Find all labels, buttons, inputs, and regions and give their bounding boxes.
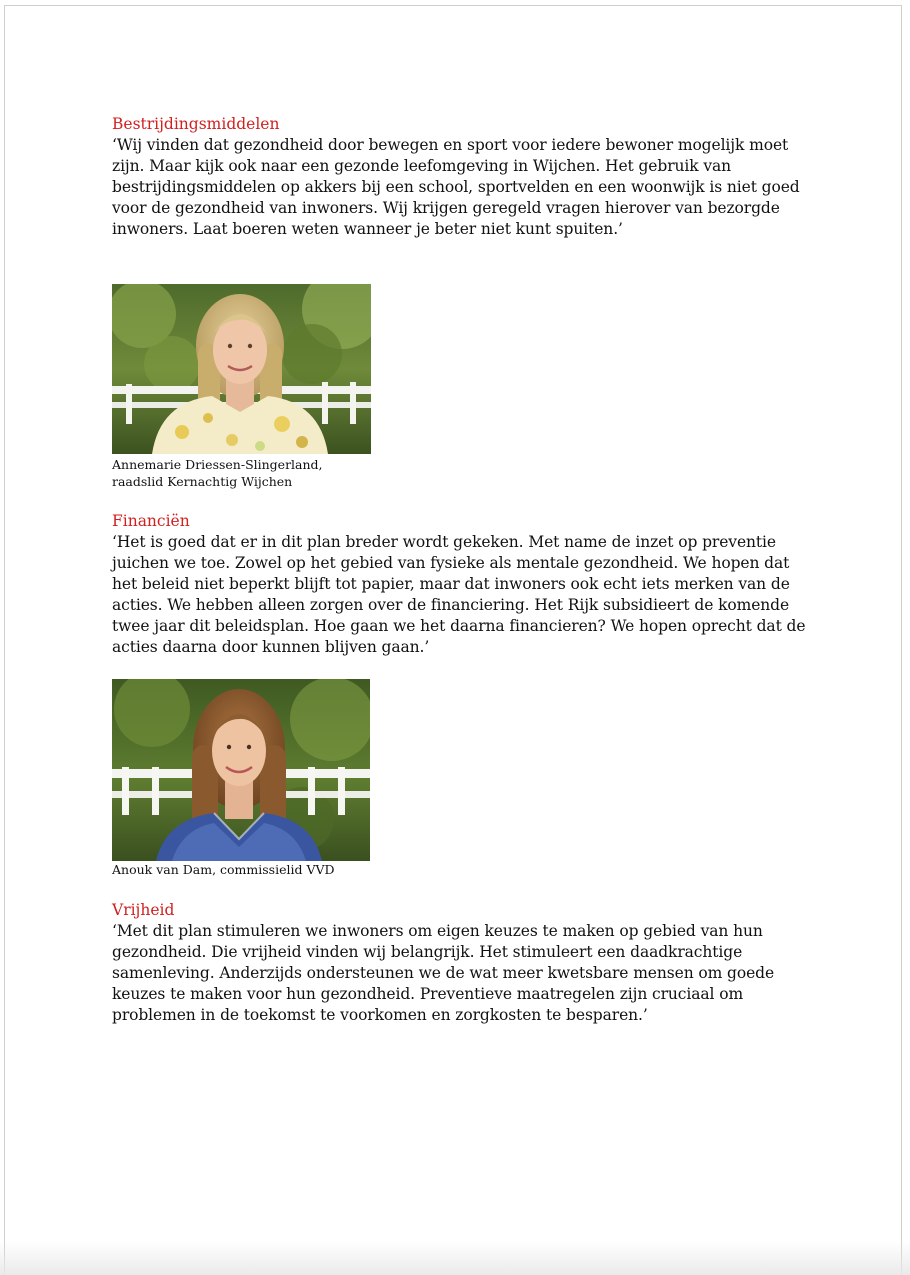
- photo-caption: Anouk van Dam, commissielid VVD: [112, 862, 335, 877]
- quote-line: juichen we toe. Zowel op het gebied van fysieke als mentale gezondheid. We hopen dat: [112, 554, 790, 572]
- portrait-photo-anouk: [112, 679, 370, 861]
- quote-line: bestrijdingsmiddelen op akkers bij een school, sportvelden en een woonwijk is niet goed: [112, 178, 800, 196]
- section-bestrijdingsmiddelen: [112, 114, 812, 240]
- quote-line: keuzes te maken voor hun gezondheid. Preventieve maatregelen zijn cruciaal om: [112, 985, 744, 1003]
- photo-caption: raadslid Kernachtig Wijchen: [112, 474, 293, 489]
- section-vrijheid: [112, 900, 812, 1026]
- page-bottom-shadow: [0, 1241, 910, 1275]
- quote-line: samenleving. Anderzijds ondersteunen we de wat meer kwetsbare mensen om goede: [112, 964, 775, 982]
- section-financien: [112, 511, 812, 658]
- document-content: [112, 114, 812, 1026]
- quote-line: twee jaar dit beleidsplan. Hoe gaan we het daarna financieren? We hopen oprecht dat de: [112, 617, 806, 635]
- quote-line: gezondheid. Die vrijheid vinden wij belangrijk. Het stimuleert een daadkrachtige: [112, 943, 743, 961]
- photo-caption: Annemarie Driessen-Slingerland,: [112, 457, 323, 472]
- quote-line: problemen in de toekomst te voorkomen en zorgkosten te besparen.’: [112, 1006, 648, 1024]
- section-heading: Financiën: [112, 512, 190, 530]
- quote-line: acties. We hebben alleen zorgen over de financiering. Het Rijk subsidieert de komende: [112, 596, 790, 614]
- quote-line: ‘Wij vinden dat gezondheid door bewegen en sport voor iedere bewoner mogelijk moet: [112, 136, 789, 154]
- quote-line: acties daarna door kunnen blijven gaan.’: [112, 638, 430, 656]
- section-heading: Vrijheid: [112, 901, 175, 919]
- quote-line: zijn. Maar kijk ook naar een gezonde leefomgeving in Wijchen. Het gebruik van: [112, 157, 732, 175]
- portrait-photo-annemarie: [112, 284, 371, 454]
- quote-line: ‘Het is goed dat er in dit plan breder wordt gekeken. Met name de inzet op preventie: [112, 533, 776, 551]
- quote-line: ‘Met dit plan stimuleren we inwoners om eigen keuzes te maken op gebied van hun: [112, 922, 763, 940]
- quote-line: inwoners. Laat boeren weten wanneer je beter niet kunt spuiten.’: [112, 220, 623, 238]
- quote-line: voor de gezondheid van inwoners. Wij krijgen geregeld vragen hierover van bezorgde: [112, 199, 780, 217]
- quote-line: het beleid niet beperkt blijft tot papier, maar dat inwoners ook echt iets merken van de: [112, 575, 790, 593]
- section-heading: Bestrijdingsmiddelen: [112, 115, 280, 133]
